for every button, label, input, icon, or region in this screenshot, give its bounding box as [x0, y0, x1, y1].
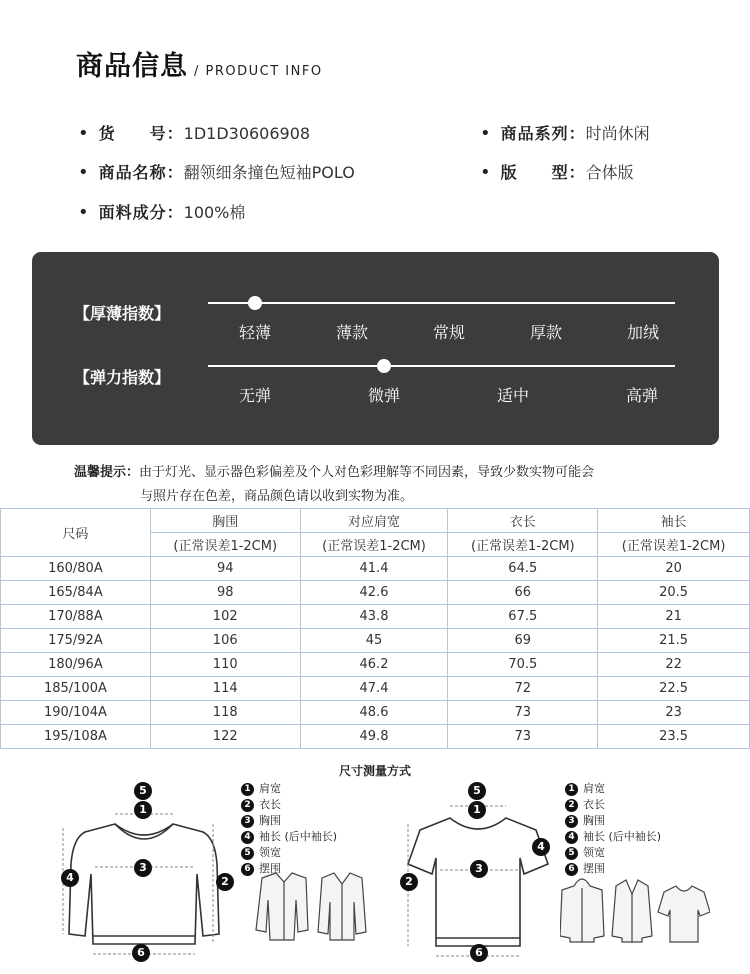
measure-title: 尺寸测量方式 [338, 764, 411, 778]
table-row: 190/104A 118 48.6 73 23 [1, 701, 750, 725]
marker-3: 3 [134, 859, 152, 877]
marker-2: 2 [400, 873, 418, 891]
marker-6: 6 [470, 944, 488, 962]
info-item-fabric: • 面料成分：100%棉 [78, 202, 246, 223]
table-row: 175/92A 106 45 69 21.5 [1, 629, 750, 653]
info-item-sku: • 货 号：1D1D30606908 [78, 123, 311, 144]
col-note: (正常误差1-2CM) [150, 533, 300, 557]
page-title [76, 44, 323, 83]
col-header: 对应肩宽 [300, 509, 448, 533]
elasticity-tick: 无弹 [238, 386, 272, 405]
thickness-tick: 薄款 [335, 323, 369, 342]
thickness-tick: 轻薄 [238, 323, 272, 342]
col-header: 胸围 [150, 509, 300, 533]
elasticity-track [208, 365, 675, 367]
table-row: 195/108A 122 49.8 73 23.5 [1, 725, 750, 749]
thickness-tick: 厚款 [529, 323, 563, 342]
elasticity-tick: 高弹 [625, 386, 659, 405]
tip-label: 温馨提示： [74, 465, 140, 480]
col-note: (正常误差1-2CM) [448, 533, 598, 557]
thickness-knob [248, 296, 262, 310]
table-row: 160/80A 94 41.4 64.5 20 [1, 557, 750, 581]
info-item-name: • 商品名称：翻领细条撞色短袖POLO [78, 162, 355, 183]
legend-left: 1 肩宽 2 衣长 3 胸围 4 袖长 (后中袖长) 5 领宽 6 摆围 [241, 781, 337, 877]
marker-3: 3 [470, 860, 488, 878]
marker-1: 1 [468, 801, 486, 819]
marker-6: 6 [132, 944, 150, 962]
tip-line1: 温馨提示：由于灯光、显示器色彩偏差及个人对色彩理解等不同因素，导致少数实物可能会 [74, 465, 595, 480]
jacket-illustration-icon [250, 870, 370, 945]
title-main: 商品信息 [76, 51, 188, 82]
col-header: 衣长 [448, 509, 598, 533]
elasticity-tick: 微弹 [367, 386, 401, 405]
elasticity-knob [377, 359, 391, 373]
index-panel [32, 252, 719, 445]
thickness-tick: 加绒 [626, 323, 660, 342]
size-header: 尺码 [1, 509, 151, 557]
table-row: 170/88A 102 43.8 67.5 21 [1, 605, 750, 629]
table-row: 180/96A 110 46.2 70.5 22 [1, 653, 750, 677]
marker-5: 5 [468, 782, 486, 800]
marker-4: 4 [532, 838, 550, 856]
table-row: 165/84A 98 42.6 66 20.5 [1, 581, 750, 605]
thickness-tick: 常规 [432, 323, 466, 342]
marker-2: 2 [216, 873, 234, 891]
col-header: 袖长 [598, 509, 750, 533]
col-note: (正常误差1-2CM) [300, 533, 448, 557]
marker-4: 4 [61, 869, 79, 887]
thickness-label: 【厚薄指数】 [74, 304, 171, 323]
marker-1: 1 [134, 801, 152, 819]
legend-right: 1 肩宽 2 衣长 3 胸围 4 袖长 (后中袖长) 5 领宽 6 摆围 [565, 781, 661, 877]
thickness-track [208, 302, 675, 304]
info-item-series: • 商品系列：时尚休闲 [480, 123, 650, 144]
elasticity-label: 【弹力指数】 [74, 368, 171, 387]
tip-line2: 与照片存在色差，商品颜色请以收到实物为准。 [140, 489, 414, 504]
garments-illustration-icon [560, 872, 710, 947]
col-note: (正常误差1-2CM) [598, 533, 750, 557]
title-subtitle: / PRODUCT INFO [194, 64, 323, 79]
elasticity-tick: 适中 [496, 386, 530, 405]
info-item-fit: • 版 型：合体版 [480, 162, 634, 183]
size-table [0, 508, 750, 749]
table-row: 185/100A 114 47.4 72 22.5 [1, 677, 750, 701]
marker-5: 5 [134, 782, 152, 800]
